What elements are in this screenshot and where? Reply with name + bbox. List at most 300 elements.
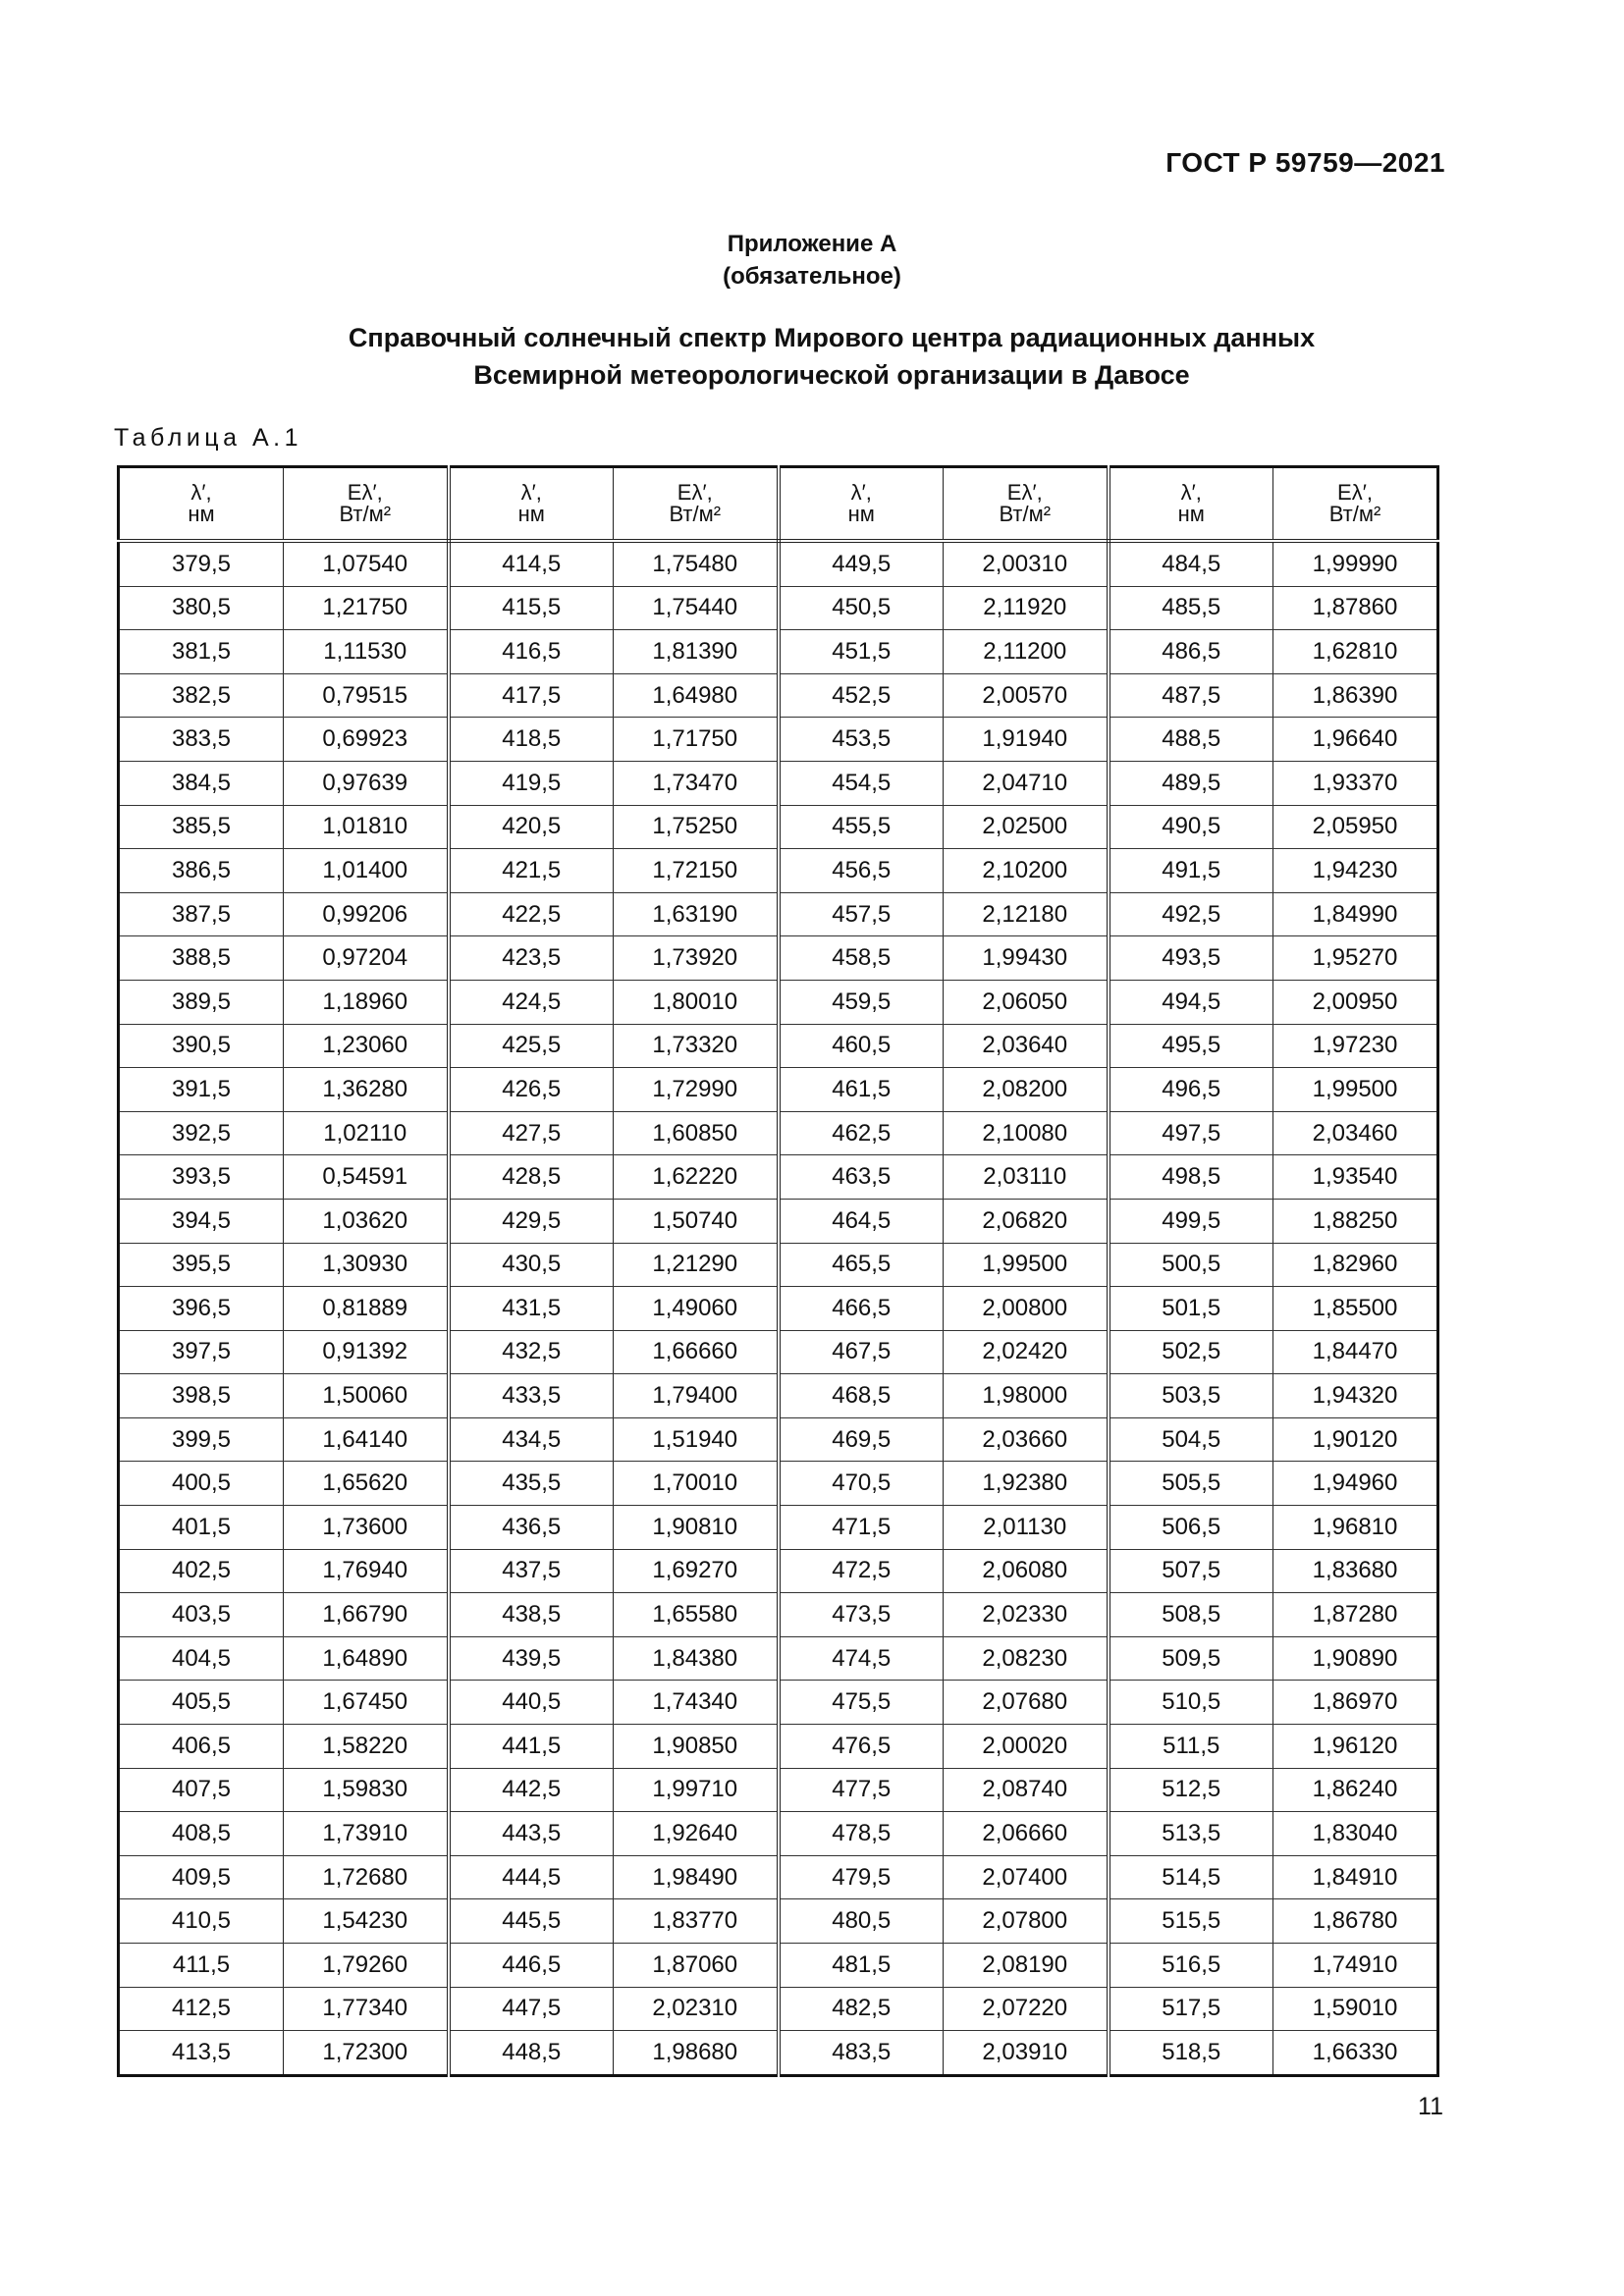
cell-wavelength: 406,5	[119, 1725, 284, 1769]
cell-irradiance: 1,99430	[944, 936, 1109, 981]
cell-wavelength: 465,5	[779, 1243, 944, 1287]
cell-wavelength: 512,5	[1109, 1768, 1273, 1812]
cell-wavelength: 475,5	[779, 1681, 944, 1725]
cell-irradiance: 2,03910	[944, 2031, 1109, 2076]
cell-irradiance: 1,01400	[284, 849, 449, 893]
spectrum-table	[117, 465, 1439, 2077]
cell-irradiance: 1,65580	[614, 1593, 779, 1637]
cell-irradiance: 1,93370	[1273, 761, 1438, 805]
cell-irradiance: 1,03620	[284, 1199, 449, 1243]
cell-irradiance: 1,84910	[1273, 1855, 1438, 1899]
cell-wavelength: 511,5	[1109, 1725, 1273, 1769]
cell-wavelength: 441,5	[449, 1725, 614, 1769]
cell-wavelength: 496,5	[1109, 1068, 1273, 1112]
cell-wavelength: 461,5	[779, 1068, 944, 1112]
table-row	[119, 1549, 1438, 1593]
cell-irradiance: 2,02420	[944, 1330, 1109, 1374]
cell-irradiance: 1,64140	[284, 1417, 449, 1462]
cell-wavelength: 430,5	[449, 1243, 614, 1287]
header-wavelength-unit: нм	[847, 502, 875, 526]
cell-irradiance: 2,08200	[944, 1068, 1109, 1112]
header-wavelength	[779, 467, 944, 542]
table-body	[119, 541, 1438, 2075]
cell-irradiance: 2,02310	[614, 1987, 779, 2031]
table-row	[119, 1725, 1438, 1769]
cell-wavelength: 403,5	[119, 1593, 284, 1637]
cell-irradiance: 1,81390	[614, 630, 779, 674]
cell-wavelength: 426,5	[449, 1068, 614, 1112]
table-row	[119, 1506, 1438, 1550]
header-irradiance	[614, 467, 779, 542]
cell-wavelength: 501,5	[1109, 1287, 1273, 1331]
cell-irradiance: 1,87860	[1273, 586, 1438, 630]
cell-wavelength: 409,5	[119, 1855, 284, 1899]
cell-irradiance: 1,88250	[1273, 1199, 1438, 1243]
header-wavelength-unit: нм	[188, 502, 215, 526]
cell-irradiance: 2,06050	[944, 980, 1109, 1024]
cell-wavelength: 386,5	[119, 849, 284, 893]
cell-irradiance: 1,87280	[1273, 1593, 1438, 1637]
header-irradiance-unit: Вт/м²	[1328, 502, 1381, 526]
cell-irradiance: 1,90810	[614, 1506, 779, 1550]
cell-irradiance: 1,73320	[614, 1024, 779, 1068]
cell-wavelength: 432,5	[449, 1330, 614, 1374]
cell-wavelength: 417,5	[449, 673, 614, 718]
cell-irradiance: 1,50060	[284, 1374, 449, 1418]
table-row	[119, 673, 1438, 718]
table-header-row	[119, 467, 1438, 542]
cell-irradiance: 1,59010	[1273, 1987, 1438, 2031]
cell-irradiance: 2,02330	[944, 1593, 1109, 1637]
cell-wavelength: 476,5	[779, 1725, 944, 1769]
cell-wavelength: 477,5	[779, 1768, 944, 1812]
cell-wavelength: 499,5	[1109, 1199, 1273, 1243]
table-row	[119, 980, 1438, 1024]
cell-irradiance: 2,05950	[1273, 805, 1438, 849]
table-row	[119, 849, 1438, 893]
cell-irradiance: 0,79515	[284, 673, 449, 718]
header-irradiance-symbol: Eλ′,	[347, 480, 383, 505]
cell-wavelength: 399,5	[119, 1417, 284, 1462]
annex-status: (обязательное)	[723, 263, 901, 290]
cell-wavelength: 449,5	[779, 541, 944, 586]
cell-wavelength: 444,5	[449, 1855, 614, 1899]
annex-title: Приложение А	[727, 231, 897, 257]
cell-wavelength: 440,5	[449, 1681, 614, 1725]
cell-irradiance: 2,03640	[944, 1024, 1109, 1068]
cell-wavelength: 509,5	[1109, 1636, 1273, 1681]
cell-wavelength: 392,5	[119, 1111, 284, 1155]
cell-irradiance: 1,64980	[614, 673, 779, 718]
cell-irradiance: 2,00020	[944, 1725, 1109, 1769]
cell-wavelength: 497,5	[1109, 1111, 1273, 1155]
header-irradiance	[944, 467, 1109, 542]
document-title	[0, 319, 1624, 394]
cell-wavelength: 442,5	[449, 1768, 614, 1812]
cell-wavelength: 516,5	[1109, 1944, 1273, 1988]
cell-wavelength: 412,5	[119, 1987, 284, 2031]
cell-irradiance: 1,36280	[284, 1068, 449, 1112]
cell-wavelength: 394,5	[119, 1199, 284, 1243]
cell-irradiance: 1,72680	[284, 1855, 449, 1899]
cell-wavelength: 486,5	[1109, 630, 1273, 674]
cell-irradiance: 1,80010	[614, 980, 779, 1024]
header-wavelength-symbol: λ′,	[850, 480, 872, 505]
table-row	[119, 1330, 1438, 1374]
header-irradiance-unit: Вт/м²	[999, 502, 1052, 526]
cell-wavelength: 481,5	[779, 1944, 944, 1988]
table-row	[119, 1944, 1438, 1988]
cell-irradiance: 1,74340	[614, 1681, 779, 1725]
cell-irradiance: 1,75250	[614, 805, 779, 849]
cell-irradiance: 1,90850	[614, 1725, 779, 1769]
header-irradiance	[284, 467, 449, 542]
cell-wavelength: 503,5	[1109, 1374, 1273, 1418]
cell-irradiance: 1,07540	[284, 541, 449, 586]
header-irradiance	[1273, 467, 1438, 542]
cell-wavelength: 462,5	[779, 1111, 944, 1155]
table-row	[119, 1681, 1438, 1725]
cell-irradiance: 1,02110	[284, 1111, 449, 1155]
cell-wavelength: 427,5	[449, 1111, 614, 1155]
cell-wavelength: 470,5	[779, 1462, 944, 1506]
table-row	[119, 1462, 1438, 1506]
cell-irradiance: 1,98490	[614, 1855, 779, 1899]
cell-irradiance: 1,21750	[284, 586, 449, 630]
cell-wavelength: 400,5	[119, 1462, 284, 1506]
table-row	[119, 1636, 1438, 1681]
cell-irradiance: 1,94960	[1273, 1462, 1438, 1506]
cell-wavelength: 405,5	[119, 1681, 284, 1725]
cell-wavelength: 493,5	[1109, 936, 1273, 981]
cell-wavelength: 485,5	[1109, 586, 1273, 630]
table-row	[119, 1287, 1438, 1331]
cell-irradiance: 1,99500	[1273, 1068, 1438, 1112]
annex-heading	[0, 228, 1624, 293]
cell-irradiance: 2,03110	[944, 1155, 1109, 1200]
cell-wavelength: 454,5	[779, 761, 944, 805]
cell-irradiance: 2,08740	[944, 1768, 1109, 1812]
cell-irradiance: 2,07220	[944, 1987, 1109, 2031]
cell-wavelength: 438,5	[449, 1593, 614, 1637]
cell-irradiance: 1,99500	[944, 1243, 1109, 1287]
cell-wavelength: 490,5	[1109, 805, 1273, 849]
cell-wavelength: 491,5	[1109, 849, 1273, 893]
cell-wavelength: 407,5	[119, 1768, 284, 1812]
header-irradiance-symbol: Eλ′,	[1006, 480, 1043, 505]
cell-wavelength: 431,5	[449, 1287, 614, 1331]
cell-irradiance: 1,66660	[614, 1330, 779, 1374]
header-wavelength-unit: нм	[517, 502, 545, 526]
cell-irradiance: 2,07800	[944, 1899, 1109, 1944]
cell-wavelength: 390,5	[119, 1024, 284, 1068]
cell-wavelength: 415,5	[449, 586, 614, 630]
cell-irradiance: 1,94230	[1273, 849, 1438, 893]
cell-irradiance: 1,49060	[614, 1287, 779, 1331]
table-row	[119, 541, 1438, 586]
cell-wavelength: 380,5	[119, 586, 284, 630]
cell-irradiance: 1,72300	[284, 2031, 449, 2076]
cell-irradiance: 1,50740	[614, 1199, 779, 1243]
cell-wavelength: 384,5	[119, 761, 284, 805]
cell-wavelength: 452,5	[779, 673, 944, 718]
cell-wavelength: 483,5	[779, 2031, 944, 2076]
table-row	[119, 1024, 1438, 1068]
cell-wavelength: 489,5	[1109, 761, 1273, 805]
cell-irradiance: 1,58220	[284, 1725, 449, 1769]
table-row	[119, 892, 1438, 936]
cell-irradiance: 1,86390	[1273, 673, 1438, 718]
cell-irradiance: 1,73910	[284, 1812, 449, 1856]
header-wavelength-unit: нм	[1177, 502, 1205, 526]
cell-irradiance: 0,97204	[284, 936, 449, 981]
header-wavelength	[449, 467, 614, 542]
cell-wavelength: 420,5	[449, 805, 614, 849]
cell-irradiance: 2,00570	[944, 673, 1109, 718]
cell-wavelength: 464,5	[779, 1199, 944, 1243]
cell-wavelength: 488,5	[1109, 718, 1273, 762]
cell-wavelength: 413,5	[119, 2031, 284, 2076]
cell-wavelength: 468,5	[779, 1374, 944, 1418]
cell-wavelength: 482,5	[779, 1987, 944, 2031]
table-row	[119, 805, 1438, 849]
cell-irradiance: 1,70010	[614, 1462, 779, 1506]
cell-irradiance: 1,83040	[1273, 1812, 1438, 1856]
cell-irradiance: 1,97230	[1273, 1024, 1438, 1068]
cell-irradiance: 1,73470	[614, 761, 779, 805]
cell-irradiance: 1,79400	[614, 1374, 779, 1418]
table-row	[119, 1417, 1438, 1462]
cell-wavelength: 397,5	[119, 1330, 284, 1374]
cell-wavelength: 487,5	[1109, 673, 1273, 718]
cell-irradiance: 2,12180	[944, 892, 1109, 936]
cell-irradiance: 1,96120	[1273, 1725, 1438, 1769]
cell-wavelength: 478,5	[779, 1812, 944, 1856]
document-title-line-1: Справочный солнечный спектр Мирового центра радиационных данных	[348, 323, 1316, 352]
cell-irradiance: 1,62220	[614, 1155, 779, 1200]
cell-irradiance: 2,03460	[1273, 1111, 1438, 1155]
cell-wavelength: 514,5	[1109, 1855, 1273, 1899]
cell-irradiance: 2,07680	[944, 1681, 1109, 1725]
cell-irradiance: 2,10080	[944, 1111, 1109, 1155]
cell-irradiance: 1,65620	[284, 1462, 449, 1506]
cell-wavelength: 500,5	[1109, 1243, 1273, 1287]
cell-wavelength: 498,5	[1109, 1155, 1273, 1200]
cell-irradiance: 2,00800	[944, 1287, 1109, 1331]
cell-wavelength: 471,5	[779, 1506, 944, 1550]
header-irradiance-unit: Вт/м²	[339, 502, 392, 526]
cell-wavelength: 408,5	[119, 1812, 284, 1856]
cell-irradiance: 2,00950	[1273, 980, 1438, 1024]
cell-irradiance: 1,59830	[284, 1768, 449, 1812]
table-row	[119, 936, 1438, 981]
cell-wavelength: 457,5	[779, 892, 944, 936]
cell-irradiance: 1,96640	[1273, 718, 1438, 762]
table-row	[119, 586, 1438, 630]
cell-wavelength: 459,5	[779, 980, 944, 1024]
cell-wavelength: 419,5	[449, 761, 614, 805]
cell-irradiance: 1,23060	[284, 1024, 449, 1068]
cell-irradiance: 2,06080	[944, 1549, 1109, 1593]
cell-wavelength: 447,5	[449, 1987, 614, 2031]
cell-wavelength: 466,5	[779, 1287, 944, 1331]
cell-wavelength: 411,5	[119, 1944, 284, 1988]
cell-irradiance: 1,86780	[1273, 1899, 1438, 1944]
cell-irradiance: 2,02500	[944, 805, 1109, 849]
cell-wavelength: 451,5	[779, 630, 944, 674]
cell-irradiance: 1,76940	[284, 1549, 449, 1593]
cell-wavelength: 443,5	[449, 1812, 614, 1856]
cell-irradiance: 2,07400	[944, 1855, 1109, 1899]
cell-wavelength: 492,5	[1109, 892, 1273, 936]
cell-wavelength: 436,5	[449, 1506, 614, 1550]
cell-wavelength: 480,5	[779, 1899, 944, 1944]
table-row	[119, 1855, 1438, 1899]
cell-irradiance: 2,06660	[944, 1812, 1109, 1856]
cell-irradiance: 2,08190	[944, 1944, 1109, 1988]
header-irradiance-unit: Вт/м²	[669, 502, 722, 526]
cell-irradiance: 1,94320	[1273, 1374, 1438, 1418]
cell-irradiance: 1,84990	[1273, 892, 1438, 936]
cell-irradiance: 0,99206	[284, 892, 449, 936]
cell-wavelength: 383,5	[119, 718, 284, 762]
cell-wavelength: 391,5	[119, 1068, 284, 1112]
table-row	[119, 761, 1438, 805]
cell-wavelength: 495,5	[1109, 1024, 1273, 1068]
cell-irradiance: 1,83770	[614, 1899, 779, 1944]
cell-irradiance: 1,75480	[614, 541, 779, 586]
cell-irradiance: 1,84380	[614, 1636, 779, 1681]
cell-irradiance: 1,92380	[944, 1462, 1109, 1506]
cell-irradiance: 2,10200	[944, 849, 1109, 893]
page-number: 11	[1418, 2093, 1443, 2120]
cell-wavelength: 469,5	[779, 1417, 944, 1462]
cell-wavelength: 396,5	[119, 1287, 284, 1331]
cell-wavelength: 398,5	[119, 1374, 284, 1418]
cell-wavelength: 502,5	[1109, 1330, 1273, 1374]
cell-wavelength: 425,5	[449, 1024, 614, 1068]
cell-irradiance: 1,96810	[1273, 1506, 1438, 1550]
cell-wavelength: 385,5	[119, 805, 284, 849]
cell-wavelength: 437,5	[449, 1549, 614, 1593]
cell-irradiance: 1,95270	[1273, 936, 1438, 981]
cell-wavelength: 379,5	[119, 541, 284, 586]
cell-wavelength: 423,5	[449, 936, 614, 981]
cell-wavelength: 450,5	[779, 586, 944, 630]
cell-wavelength: 435,5	[449, 1462, 614, 1506]
table-row	[119, 630, 1438, 674]
cell-irradiance: 1,11530	[284, 630, 449, 674]
cell-wavelength: 434,5	[449, 1417, 614, 1462]
table-row	[119, 1374, 1438, 1418]
cell-irradiance: 1,77340	[284, 1987, 449, 2031]
cell-irradiance: 1,51940	[614, 1417, 779, 1462]
cell-irradiance: 1,84470	[1273, 1330, 1438, 1374]
cell-wavelength: 401,5	[119, 1506, 284, 1550]
cell-irradiance: 1,83680	[1273, 1549, 1438, 1593]
cell-irradiance: 1,67450	[284, 1681, 449, 1725]
cell-irradiance: 1,18960	[284, 980, 449, 1024]
cell-irradiance: 1,86240	[1273, 1768, 1438, 1812]
header-wavelength	[119, 467, 284, 542]
cell-irradiance: 1,69270	[614, 1549, 779, 1593]
table-row	[119, 718, 1438, 762]
cell-wavelength: 393,5	[119, 1155, 284, 1200]
table-label: Таблица А.1	[114, 424, 302, 452]
cell-irradiance: 2,01130	[944, 1506, 1109, 1550]
cell-irradiance: 2,04710	[944, 761, 1109, 805]
header-irradiance-symbol: Eλ′,	[677, 480, 713, 505]
cell-wavelength: 395,5	[119, 1243, 284, 1287]
cell-wavelength: 506,5	[1109, 1506, 1273, 1550]
cell-wavelength: 505,5	[1109, 1462, 1273, 1506]
cell-wavelength: 474,5	[779, 1636, 944, 1681]
table-row	[119, 1243, 1438, 1287]
cell-wavelength: 428,5	[449, 1155, 614, 1200]
cell-wavelength: 510,5	[1109, 1681, 1273, 1725]
cell-irradiance: 1,85500	[1273, 1287, 1438, 1331]
cell-irradiance: 1,82960	[1273, 1243, 1438, 1287]
cell-irradiance: 1,64890	[284, 1636, 449, 1681]
header-wavelength-symbol: λ′,	[1180, 480, 1202, 505]
cell-irradiance: 1,92640	[614, 1812, 779, 1856]
cell-irradiance: 0,81889	[284, 1287, 449, 1331]
cell-wavelength: 388,5	[119, 936, 284, 981]
cell-wavelength: 418,5	[449, 718, 614, 762]
cell-irradiance: 1,54230	[284, 1899, 449, 1944]
cell-irradiance: 1,90120	[1273, 1417, 1438, 1462]
cell-wavelength: 439,5	[449, 1636, 614, 1681]
cell-wavelength: 404,5	[119, 1636, 284, 1681]
document-title-line-2: Всемирной метеорологической организации в Давосе	[473, 360, 1190, 390]
cell-wavelength: 504,5	[1109, 1417, 1273, 1462]
table-row	[119, 1155, 1438, 1200]
cell-wavelength: 479,5	[779, 1855, 944, 1899]
cell-irradiance: 1,74910	[1273, 1944, 1438, 1988]
cell-irradiance: 1,99990	[1273, 541, 1438, 586]
cell-irradiance: 1,75440	[614, 586, 779, 630]
cell-wavelength: 424,5	[449, 980, 614, 1024]
cell-irradiance: 1,71750	[614, 718, 779, 762]
table-row	[119, 1768, 1438, 1812]
cell-irradiance: 2,08230	[944, 1636, 1109, 1681]
cell-irradiance: 1,01810	[284, 805, 449, 849]
cell-wavelength: 422,5	[449, 892, 614, 936]
cell-irradiance: 1,73600	[284, 1506, 449, 1550]
cell-wavelength: 448,5	[449, 2031, 614, 2076]
cell-wavelength: 494,5	[1109, 980, 1273, 1024]
cell-irradiance: 1,87060	[614, 1944, 779, 1988]
cell-wavelength: 381,5	[119, 630, 284, 674]
cell-irradiance: 2,00310	[944, 541, 1109, 586]
cell-wavelength: 455,5	[779, 805, 944, 849]
table-row	[119, 1987, 1438, 2031]
cell-wavelength: 453,5	[779, 718, 944, 762]
header-wavelength-symbol: λ′,	[520, 480, 542, 505]
cell-wavelength: 484,5	[1109, 541, 1273, 586]
cell-wavelength: 460,5	[779, 1024, 944, 1068]
cell-irradiance: 1,72150	[614, 849, 779, 893]
cell-irradiance: 0,97639	[284, 761, 449, 805]
table-row	[119, 1899, 1438, 1944]
table-row	[119, 1068, 1438, 1112]
cell-wavelength: 458,5	[779, 936, 944, 981]
cell-irradiance: 0,91392	[284, 1330, 449, 1374]
cell-irradiance: 1,30930	[284, 1243, 449, 1287]
cell-irradiance: 2,03660	[944, 1417, 1109, 1462]
table-row	[119, 2031, 1438, 2076]
cell-irradiance: 1,66330	[1273, 2031, 1438, 2076]
